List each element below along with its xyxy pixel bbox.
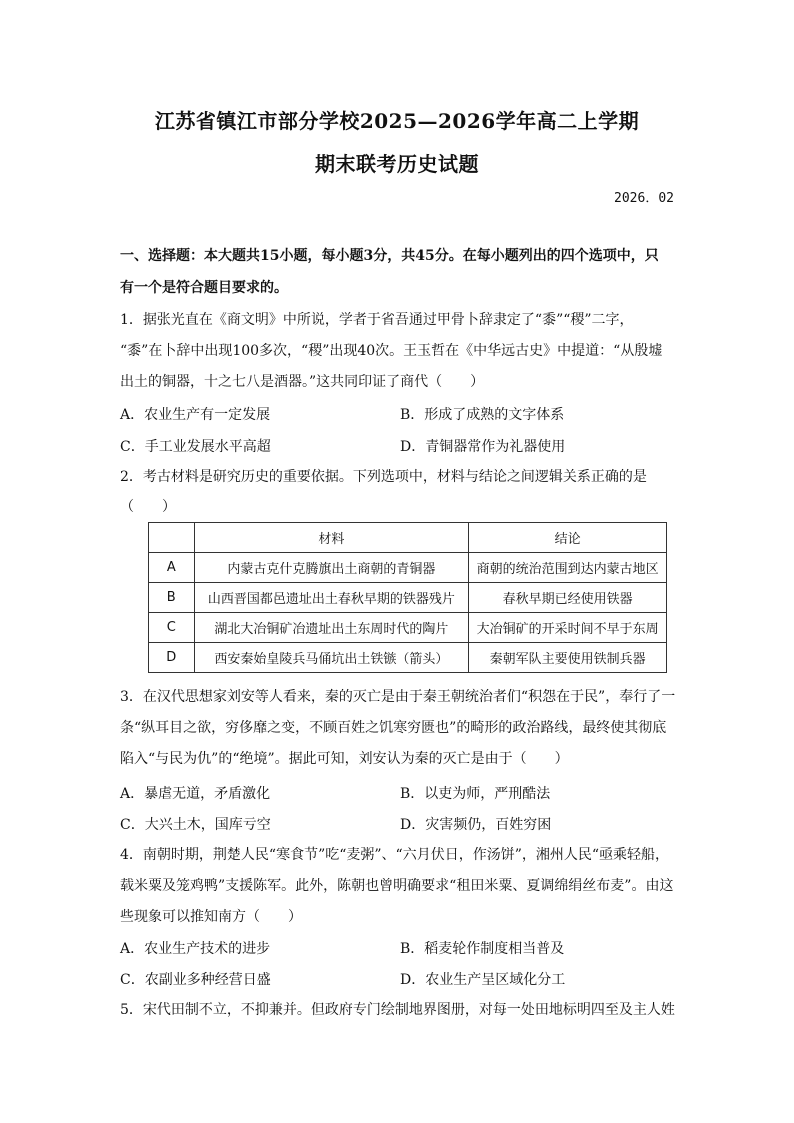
table-header-cell: 结论 — [469, 523, 667, 553]
section-instructions-line2: 有一个是符合题目要求的。 — [120, 280, 288, 296]
table-cell-material: 西安秦始皇陵兵马俑坑出土铁镞（箭头） — [194, 643, 469, 673]
table-cell-material: 内蒙古克什克腾旗出土商朝的青铜器 — [194, 553, 469, 583]
question-5-line1: 5．宋代田制不立，不抑兼并。但政府专门绘制地界图册，对每一处田地标明四至及主人姓 — [120, 1002, 675, 1018]
exam-date: 2026．02 — [614, 191, 674, 206]
question-4-option-b: B．稻麦轮作制度相当普及 — [400, 941, 565, 957]
question-4-line2: 载米粟及笼鸡鸭”支援陈军。此外，陈朝也曾明确要求“租田米粟、夏调绵绢丝布麦”。由这 — [120, 878, 674, 894]
question-3-line2: 条“纵耳目之欲，穷侈靡之变，不顾百姓之饥寒穷匮也”的畸形的政治路线，最终使其彻底 — [120, 720, 667, 736]
question-1-option-b: B．形成了成熟的文字体系 — [400, 407, 565, 423]
table-header-row — [149, 523, 667, 553]
table-header-cell: 材料 — [194, 523, 469, 553]
question-1-line3: 出土的铜器，十之七八是酒器。”这共同印证了商代（ ） — [120, 374, 485, 390]
table-row — [149, 553, 667, 583]
question-1-line2: “黍”在卜辞中出现100多次，“稷”出现40次。王玉哲在《中华远古史》中提道：“从殷墟 — [120, 343, 663, 359]
question-1-option-c: C．手工业发展水平高超 — [120, 439, 271, 455]
table-cell-option: A — [149, 553, 195, 583]
question-3-option-b: B．以吏为师，严刑酷法 — [400, 786, 551, 802]
table-cell-option: B — [149, 583, 195, 613]
question-1-line1: 1．据张光直在《商文明》中所说，学者于省吾通过甲骨卜辞隶定了“黍”“稷”二字， — [120, 312, 634, 328]
table-cell-conclusion: 春秋早期已经使用铁器 — [469, 583, 667, 613]
question-3-option-a: A．暴虐无道，矛盾激化 — [120, 786, 271, 802]
question-4-line3: 些现象可以推知南方（ ） — [120, 909, 302, 925]
table-cell-conclusion: 秦朝军队主要使用铁制兵器 — [469, 643, 667, 673]
question-2-line1: 2．考古材料是研究历史的重要依据。下列选项中，材料与结论之间逻辑关系正确的是 — [120, 469, 647, 485]
question-1-option-d: D．青铜器常作为礼器使用 — [400, 439, 566, 455]
table-cell-material: 湖北大冶铜矿冶遗址出土东周时代的陶片 — [194, 613, 469, 643]
question-4-option-c: C．农副业多种经营日盛 — [120, 972, 271, 988]
table-row — [149, 643, 667, 673]
table-row — [149, 613, 667, 643]
table-cell-option: D — [149, 643, 195, 673]
question-2-table — [148, 522, 667, 673]
question-3-line1: 3．在汉代思想家刘安等人看来，秦的灭亡是由于秦王朝统治者们“积怨在于民”，奉行了一 — [120, 689, 676, 705]
table-cell-conclusion: 大冶铜矿的开采时间不早于东周 — [469, 613, 667, 643]
question-2-line2: （ ） — [120, 499, 176, 515]
question-4-line1: 4．南朝时期，荆楚人民“寒食节”吃“麦粥”、“六月伏日，作汤饼”，湘州人民“亟乘轻船， — [120, 847, 670, 863]
question-4-option-a: A．农业生产技术的进步 — [120, 941, 271, 957]
question-1-option-a: A．农业生产有一定发展 — [120, 407, 271, 423]
table-cell-material: 山西晋国都邑遗址出土春秋早期的铁器残片 — [194, 583, 469, 613]
question-3-option-c: C．大兴土木，国库亏空 — [120, 817, 271, 833]
table-header-cell — [149, 523, 195, 553]
section-instructions-line1: 一、选择题：本大题共15小题，每小题3分，共45分。在每小题列出的四个选项中，只 — [120, 248, 659, 264]
question-4-option-d: D．农业生产呈区域化分工 — [400, 972, 566, 988]
table-cell-conclusion: 商朝的统治范围到达内蒙古地区 — [469, 553, 667, 583]
exam-title-line1: 江苏省镇江市部分学校2025—2026学年高二上学期 — [154, 109, 640, 133]
table-row — [149, 583, 667, 613]
table-cell-option: C — [149, 613, 195, 643]
question-3-option-d: D．灾害频仍，百姓穷困 — [400, 817, 552, 833]
question-3-line3: 陷入“与民为仇”的“绝境”。据此可知，刘安认为秦的灭亡是由于（ ） — [120, 751, 569, 767]
exam-title-line2: 期末联考历史试题 — [315, 152, 479, 176]
